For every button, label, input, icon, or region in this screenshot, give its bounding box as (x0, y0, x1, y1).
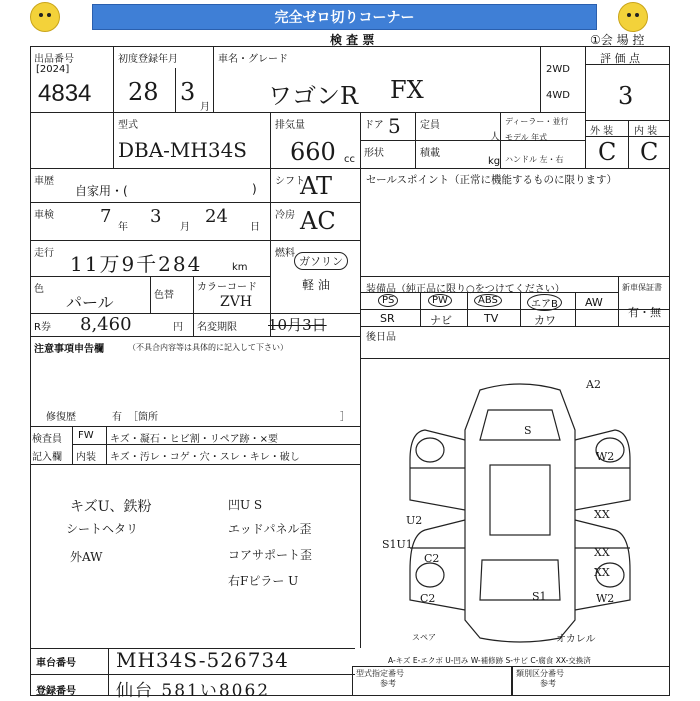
inspection-month: 3 (150, 206, 162, 227)
mascot-icon-right (618, 2, 648, 32)
footer-ref-2: 参考 (540, 679, 556, 688)
car-diagram (370, 370, 670, 650)
mark-xx-1: XX (594, 508, 610, 521)
repair-label: 修復歴 (46, 412, 76, 423)
mark-xx-2: XX (594, 546, 610, 559)
plate-value: 仙台 581い8062 (116, 681, 271, 701)
notes-label: 注意事項申告欄 (34, 344, 104, 355)
mark-okareru: オカレル (556, 634, 596, 645)
drive-4wd: 4WD (546, 90, 570, 101)
shape-label: 形状 (364, 148, 384, 159)
lot-label: 出品番号 (34, 54, 74, 65)
model-name: ワゴンR (268, 82, 359, 110)
warranty-label: 新車保証書 (622, 283, 662, 292)
inspection-year: 7 (100, 206, 112, 227)
model-label: 車名・グレード (218, 54, 288, 65)
footer-category-label: 類別区分番号 (516, 669, 564, 678)
score-exterior-label: 外 装 (590, 126, 614, 137)
legend: A-キズ E-エクボ U-凹み W-補修跡 S-サビ C-腐食 XX-交換済 (388, 656, 591, 665)
mileage-label: 走行 (34, 248, 54, 259)
mark-spare: スペア (412, 633, 436, 642)
dealer-steering: ハンドル 左・右 (505, 155, 564, 164)
plate-label: 登録番号 (36, 686, 76, 697)
equip-sr: SR (380, 312, 395, 325)
displacement-value: 660 (290, 138, 336, 166)
registration-year: 28 (128, 78, 159, 106)
chassis-value: MH34S-526734 (116, 648, 289, 672)
equipment-label: 装備品（純正品に限り○をつけてください） (366, 284, 565, 295)
score-value: 3 (618, 82, 634, 110)
mark-w2-low: W2 (596, 592, 615, 605)
inspector-label: 検査員 (32, 434, 62, 445)
equip-navi: ナビ (430, 314, 452, 327)
lot-number: 4834 (38, 80, 92, 107)
record-label: 記入欄 (32, 452, 62, 463)
usage-label: 車歴 (34, 176, 54, 187)
header-partial-title: 検 査 票 (330, 33, 375, 47)
repair-place: ［箇所 (128, 412, 158, 423)
usage-close: ) (252, 182, 257, 196)
usage-value: 自家用・( (75, 184, 128, 198)
remark-left-3: 外AW (70, 550, 103, 564)
equip-tv: TV (484, 312, 499, 325)
inspector-fw: FW (78, 430, 94, 441)
score-exterior: C (598, 138, 617, 166)
sales-point-label: セールスポイント（正常に機能するものに限ります） (366, 174, 618, 186)
inspection-label: 車検 (34, 210, 54, 221)
load-unit: kg (488, 156, 501, 167)
capacity-unit: 人 (490, 132, 500, 143)
drive-2wd: 2WD (546, 64, 570, 75)
equip-aw: AW (585, 296, 603, 309)
mileage-value: 11万9千284 (70, 252, 203, 276)
equip-ps: PS (378, 294, 398, 307)
rear-seat-label: 後日品 (366, 332, 396, 343)
inspector-in-items: キズ・汚レ・コゲ・穴・スレ・キレ・破し (110, 452, 300, 463)
recycle-expiry: 10月3日 (268, 316, 327, 334)
repair-value: 有 (112, 412, 122, 423)
warranty-value: 有・無 (628, 306, 661, 319)
inspector-in-label: 内装 (76, 452, 96, 463)
remark-left-2: シートヘタリ (66, 522, 139, 536)
venue-label: ①会 場 控 (590, 33, 645, 47)
color-label: 色 (34, 284, 44, 295)
lot-year: [2024] (36, 64, 70, 75)
model-grade: FX (390, 76, 424, 104)
displacement-label: 排気量 (275, 120, 305, 131)
remark-right-4: 右Fピラー U (228, 574, 299, 588)
mark-xx-3: XX (594, 566, 610, 579)
recycle-unit: 円 (173, 322, 183, 333)
footer-type-label: 型式指定番号 (356, 669, 404, 678)
equip-leather: カワ (534, 314, 556, 327)
remark-right-2: エッドパネル歪 (228, 522, 312, 536)
doors-value: 5 (388, 114, 401, 138)
aircon-label: 冷房 (275, 210, 295, 221)
recycle-value: 8,460 (80, 314, 132, 335)
remark-right-3: コアサポート歪 (228, 548, 313, 562)
dealer-model-year: モデル 年式 (505, 133, 548, 142)
score-label: 評 価 点 (600, 52, 640, 65)
mark-w2-top: W2 (596, 450, 615, 463)
footer-ref-1: 参考 (380, 679, 396, 688)
color-swap-label: 色替 (154, 290, 174, 301)
registration-label: 初度登録年月 (118, 54, 178, 65)
recycle-expiry-label: 名変期限 (197, 322, 237, 333)
mark-s1u1: S1U1 (382, 538, 413, 551)
type-code-label: 型式 (118, 120, 138, 131)
load-label: 積載 (420, 148, 440, 159)
mark-c2-mid: C2 (424, 552, 440, 565)
mark-u2: U2 (406, 514, 423, 527)
notes-sub: （不具合内容等は具体的に記入して下さい） (128, 343, 288, 352)
displacement-unit: cc (344, 154, 355, 165)
equip-airbag: エアB (527, 294, 562, 311)
equip-pw: PW (428, 294, 452, 307)
inspection-day-unit: 日 (250, 222, 260, 233)
type-code-value: DBA-MH34S (118, 138, 248, 162)
mileage-unit: km (232, 262, 248, 273)
color-value: パール (66, 293, 114, 312)
dealer-label: ディーラー・並行 (505, 117, 569, 126)
inspection-year-unit: 年 (118, 222, 128, 233)
mark-c2-low: C2 (420, 592, 436, 605)
mark-s1: S1 (532, 590, 547, 603)
chassis-label: 車台番号 (36, 658, 76, 669)
banner-title: 完全ゼロ切りコーナー (92, 4, 597, 30)
mascot-icon-left (30, 2, 60, 32)
remark-right-1: 凹U S (228, 498, 263, 512)
registration-month: 3 (180, 78, 196, 106)
registration-month-unit: 月 (200, 102, 210, 113)
capacity-label: 定員 (420, 120, 440, 131)
doors-label: ドア (364, 120, 384, 131)
mark-s-top: S (524, 424, 532, 437)
color-code-label: カラーコード (197, 282, 257, 293)
score-interior: C (640, 138, 659, 166)
fuel-gasoline: ガソリン (294, 252, 348, 270)
inspector-fw-items: キズ・凝石・ヒビ割・リペア跡・×要 (110, 434, 278, 445)
fuel-diesel: 軽 油 (302, 278, 330, 292)
shift-label: シフト (275, 176, 305, 187)
color-code: ZVH (220, 294, 253, 310)
fuel-label: 燃料 (275, 248, 295, 259)
mark-a2: A2 (586, 378, 601, 391)
remark-left-1: キズU、鉄粉 (70, 499, 152, 515)
inspection-day: 24 (205, 206, 228, 227)
equip-abs: ABS (474, 294, 502, 307)
shift-value: AT (300, 172, 333, 200)
inspection-month-unit: 月 (180, 222, 190, 233)
score-interior-label: 内 装 (634, 126, 658, 137)
aircon-value: AC (300, 207, 336, 235)
recycle-label: R券 (34, 322, 51, 333)
repair-close: ］ (340, 412, 350, 423)
